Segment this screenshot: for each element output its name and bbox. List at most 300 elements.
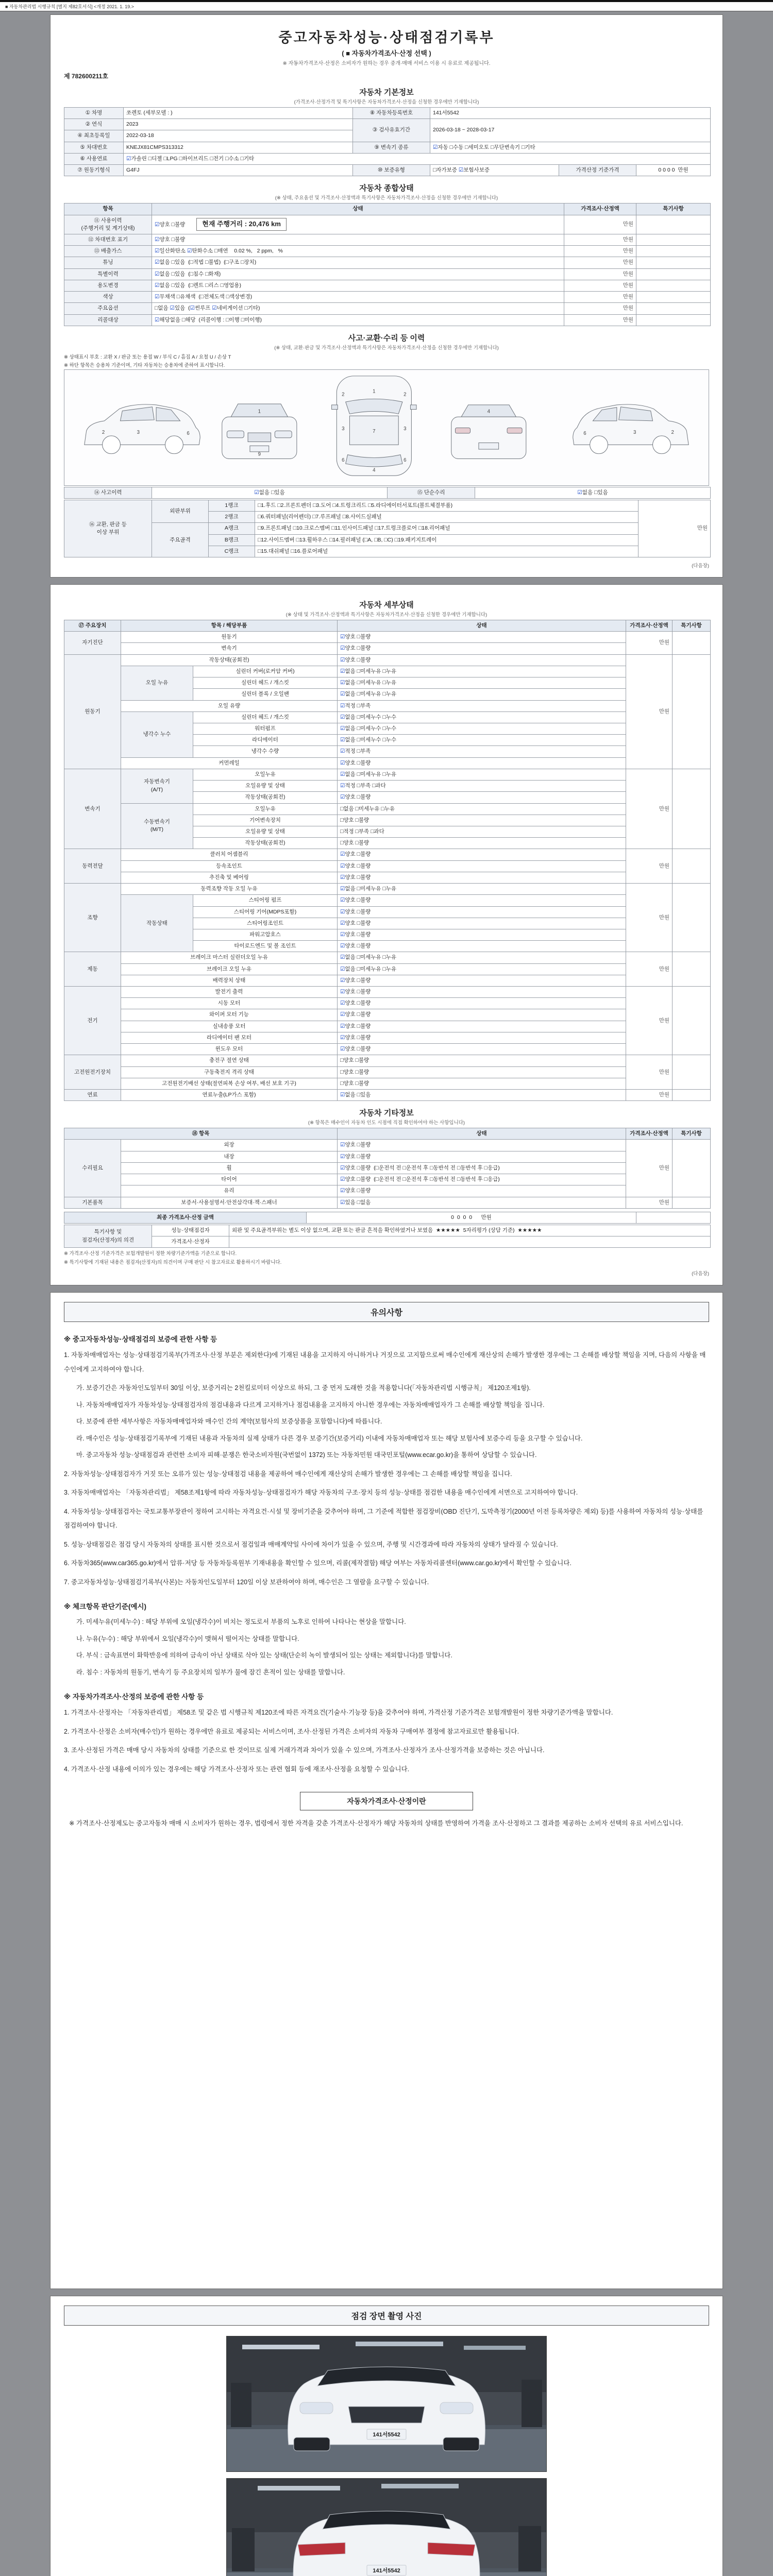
simple-repair-status: ☑없음 □있음 [475, 487, 711, 498]
field-value [636, 268, 711, 280]
field-value: ☑있음 □없음 [338, 1197, 626, 1208]
field-value: 만원 [626, 769, 673, 849]
field-value: 만원 [626, 849, 673, 884]
field-value [636, 257, 711, 268]
section-title-detail: 자동차 세부상태 [359, 601, 414, 610]
field-value [636, 246, 711, 257]
car-diagram-side-left [85, 404, 200, 454]
field-value [636, 303, 711, 314]
field-value: ☑양호 □불량 [338, 1044, 626, 1055]
field-value: ☑없음 □미세누유 □누유 [338, 952, 626, 963]
field-value: 만원 [564, 314, 636, 326]
field-value: 실내송풍 모터 [121, 1021, 338, 1032]
field-label: ⑩ 보증유형 [353, 165, 430, 176]
other-info-table [64, 1128, 709, 1209]
field-value: 워터펌프 [193, 723, 338, 735]
field-value [673, 987, 711, 1055]
footnote-2: ※ 특기사항에 기재된 내용은 점검자(산정자)의 의견이며 구매 판단 시 참고자료로 활용하시기 바랍니다. [64, 1260, 282, 1266]
field-value: 라디에이터 팬 모터 [121, 1032, 338, 1043]
field-label: 주요옵션 [64, 303, 152, 314]
warranty-type: □자가보증 ☑보험사보증 [430, 165, 559, 176]
field-value [673, 884, 711, 952]
field-value: 오일유량 및 상태 [193, 826, 338, 837]
inspector-remarks: 외판 및 주요골격부위는 별도 이상 없으며, 교환 또는 판금 흔적을 확인하였거나 보였음 ★★★★★ 5자리평가 (상담 기준) ★★★★★ [229, 1225, 711, 1236]
field-label: 가격조사·산정액 [626, 620, 673, 632]
field-value: ☑적정 □부족 [338, 700, 626, 711]
field-value: □양호 □불량 [338, 815, 626, 826]
group-powertrain: 동력전달 [64, 849, 121, 884]
field-value: ☑양호 □불량 [338, 792, 626, 803]
final-price-label: 최종 가격조사·산정 금액 [64, 1212, 307, 1223]
field-value: ☑없음 □미세누수 □누수 [338, 723, 626, 735]
field-label: 리콜대상 [64, 314, 152, 326]
field-value: 만원 [564, 246, 636, 257]
field-value: 오일 유량 [121, 700, 338, 711]
field-label: 튜닝 [64, 257, 152, 268]
field-value: ☑양호 □불량 [152, 234, 564, 245]
footnote-1: ※ 가격조사·산정 기준가격은 보험개발원이 정한 차량기준가액을 기준으로 합니다. [64, 1251, 237, 1257]
field-label: 가격산정 기준가격 [559, 165, 636, 176]
document-title: 중고자동차성능·상태점검기록부 [278, 30, 495, 45]
notice-item: 3. 조사·산정된 가격은 매매 당시 자동차의 상태를 기준으로 한 것이므로 실제 거래가격과 차이가 있을 수 있으며, 가격조사·산정자가 조사·산정가격을 보증하는 것은 아닙니다. [64, 1747, 545, 1754]
field-value: 내장 [121, 1151, 338, 1162]
group-self-diagnosis: 자기진단 [64, 632, 121, 654]
field-value: 충전구 절연 상태 [121, 1055, 338, 1066]
front-license-plate: 141서5542 [373, 2432, 400, 2438]
field-value: ☑없음 □미세누유 □누유 [338, 963, 626, 975]
car-damage-diagram [64, 369, 709, 486]
field-value: 냉각수 수량 [193, 746, 338, 757]
field-value: 만원 [626, 654, 673, 769]
basic-info-table [64, 107, 709, 176]
field-label: 자동변속기 (A/T) [121, 769, 193, 803]
detail-condition-table [64, 620, 709, 1101]
field-value: 배력장치 상태 [121, 975, 338, 986]
notice-item: 6. 자동차365(www.car365.go.kr)에서 압류·저당 등 자동차등록원부 기재내용을 확인할 수 있으며, 리콜(제작결함) 해당 여부는 자동차리콜센터(www.car.go.kr)에서 확인할 수 있습니다. [64, 1560, 572, 1567]
field-value: 실린더 헤드 / 개스킷 [193, 711, 338, 723]
field-value: 클러치 어셈블리 [121, 849, 338, 860]
field-value: 만원 [638, 500, 711, 557]
field-value: □6.쿼터패널(리어펜더) □7.루프패널 □8.사이드실패널 [255, 512, 638, 523]
field-value: ☑양호 □불량 [338, 654, 626, 666]
field-value [673, 632, 711, 654]
field-label: ⑪ 사용이력 (주행거리 및 계기상태) [64, 215, 152, 234]
diagram-part-number: 3 [404, 426, 407, 432]
car-diagram-side-right [573, 404, 688, 454]
field-label: 가격조사·산정액 [626, 1128, 673, 1140]
group-high-voltage: 고전원전기장치 [64, 1055, 121, 1090]
field-value: 브레이크 오일 누유 [121, 963, 338, 975]
final-price-value: 0 0 0 0 만원 [307, 1212, 636, 1223]
field-value: 작동상태(공회전) [193, 838, 338, 849]
field-value: 만원 [626, 952, 673, 987]
field-value [673, 769, 711, 849]
field-label: 상태 [152, 204, 564, 215]
panel-photos [50, 2296, 723, 2576]
notice-item: 7. 중고자동차성능·상태점검기록부(사본)는 자동차인도일부터 120일 이상 보관하여야 하며, 매수인은 그 열람을 요구할 수 있습니다. [64, 1578, 429, 1586]
field-label: ⑤ 차대번호 [64, 142, 124, 153]
diagram-part-number: 2 [102, 429, 105, 435]
field-label: 상태 [338, 620, 626, 632]
notice-subitem: 라. 침수 : 자동차의 원동기, 변속기 등 주요장치의 일부가 물에 잠긴 흔적이 있는 상태를 말합니다. [76, 1668, 345, 1676]
field-value: ☑해당없음 □해당 (리콜이행 : □이행 □미이행) [152, 314, 564, 326]
base-price: 0 0 0 0 만원 [636, 165, 711, 176]
field-value: ☑양호 □불량 [338, 757, 626, 769]
diagram-part-number: 2 [342, 392, 345, 398]
notice-box-paragraph: ※ 가격조사·산정제도는 중고자동차 매매 시 소비자가 원하는 경우, 법령에서 정한 자격을 갖춘 가격조사·산정자가 해당 자동차의 상태를 반영하여 가격을 조사·산정하고 그 결과를 제공하는 소비자 선택의 유료 서비스입니다. [69, 1820, 683, 1827]
field-label: 1랭크 [209, 500, 255, 511]
field-value: 실린더 헤드 / 개스킷 [193, 677, 338, 689]
field-value: ☑없음 □미세누유 □누유 [338, 769, 626, 780]
group-electrical: 전기 [64, 987, 121, 1055]
field-value [636, 215, 711, 234]
car-diagram-svg [77, 373, 696, 480]
field-label: ① 차명 [64, 108, 124, 119]
panel-page-2 [50, 584, 723, 1285]
field-value: ☑없음 □있음 (□적법 □불법) (□구조 □장치) [152, 257, 564, 268]
group-steering: 조향 [64, 884, 121, 952]
field-value: ☑없음 □미세누유 □누유 [338, 689, 626, 700]
field-value: ☑무채색 □유채색 (□전체도색 □색상변경) [152, 292, 564, 303]
diagram-part-number: 2 [671, 429, 674, 435]
field-label: A랭크 [209, 523, 255, 534]
field-value: □없음 □미세누유 □누유 [338, 803, 626, 815]
inspection-photo-front [226, 2336, 547, 2472]
field-value: 외장 [121, 1140, 338, 1151]
field-value: 가격조사·산정자 [152, 1236, 229, 1248]
field-value: 시동 모터 [121, 998, 338, 1009]
section-title-other: 자동차 기타정보 [359, 1109, 414, 1118]
field-value: ☑양호 □불량 [338, 918, 626, 929]
field-value [636, 314, 711, 326]
field-value: ☑양호 □불량 [338, 998, 626, 1009]
field-label: ⑱ 항목 [64, 1128, 338, 1140]
document-number: 제 782600211호 [64, 73, 108, 80]
section-title-accident: 사고·교환·수리 등 이력 [348, 333, 425, 343]
field-label: ⑧ 자동차등록번호 [353, 108, 430, 119]
section-title-overall: 자동차 종합상태 [359, 184, 414, 193]
field-value: 커먼레일 [121, 757, 338, 769]
field-value: 오일누유 [193, 769, 338, 780]
field-label: 작동상태 [121, 895, 193, 952]
field-value: ☑없음 □미세누수 □누수 [338, 735, 626, 746]
notice-heading: ※ 자동차가격조사·산정의 보증에 관한 사항 등 [64, 1693, 204, 1701]
field-value: ☑양호 □불량 [338, 941, 626, 952]
diagram-part-number: 6 [404, 457, 407, 463]
field-label: 가격조사·산정액 [564, 204, 636, 215]
field-value [636, 280, 711, 291]
field-label: ④ 최초등록일 [64, 130, 124, 142]
section-note-other: (※ 항목은 매수인이 자동차 인도 시점에 직접 확인하여야 하는 사항입니다) [308, 1120, 465, 1126]
notice-heading: ※ 체크항목 판단기준(예시) [64, 1603, 147, 1611]
notice-item: 2. 가격조사·산정은 소비자(매수인)가 원하는 경우에만 유료로 제공되는 서비스이며, 조사·산정된 가격은 소비자의 자동차 구매여부 결정에 참고자료로만 활용됩니다. [64, 1727, 519, 1735]
notice-item: 1. 가격조사·산정자는 「자동차관리법」 제58조 및 같은 법 시행규칙 제120조에 따른 자격요건(기술사·기능장 등)을 갖추어야 하며, 가격산정 기준가격은 보험개발원이 정한 차량기준가액을 말합니다. [64, 1709, 613, 1717]
field-label: C랭크 [209, 546, 255, 557]
field-label: 특기사항 [636, 204, 711, 215]
field-value: 유리 [121, 1185, 338, 1197]
field-label: 주요골격 [152, 523, 209, 557]
field-value: 발전기 출력 [121, 987, 338, 998]
panel-page-1 [50, 14, 723, 578]
field-value: 추진축 및 베어링 [121, 872, 338, 883]
notice-item: 2. 자동차성능·상태점검자가 거짓 또는 오류가 있는 성능·상태점검 내용을 제공하여 매수인에게 재산상의 손해가 발생한 경우에는 그 손해를 배상할 책임을 집니다. [64, 1470, 512, 1478]
field-value: ☑없음 □미세누유 □누유 [338, 666, 626, 677]
field-value: 구동축전지 격리 상태 [121, 1066, 338, 1078]
field-value: ☑양호 □불량 [338, 1009, 626, 1021]
current-mileage: 현재 주행거리 : 20,476 km [196, 218, 287, 231]
field-value: 보증서·사용설명서·안전삼각대·잭·스패너 [121, 1197, 338, 1208]
field-value: 스티어링 펌프 [193, 895, 338, 906]
field-label: ⑥ 사용연료 [64, 153, 124, 164]
field-value: ☑양호 □불량 [338, 1151, 626, 1162]
group-engine: 원동기 [64, 654, 121, 769]
field-value: □15.대쉬패널 □16.플로어패널 [255, 546, 638, 557]
field-value: ☑양호 □불량 [338, 895, 626, 906]
field-value: 스티어링조인트 [193, 918, 338, 929]
field-value: 만원 [626, 632, 673, 654]
section-title-basic-info: 자동차 기본정보 [359, 88, 414, 97]
group-fuel: 연료 [64, 1090, 121, 1101]
field-value: 기어변속장치 [193, 815, 338, 826]
field-value: 스티어링 기어(MDPS포함) [193, 906, 338, 918]
field-value: ☑양호 □불량 [338, 849, 626, 860]
field-value [673, 849, 711, 884]
field-value: ☑양호 □불량 (□운전석 전 □운전석 후 □동반석 전 □동반석 후 □응급) [338, 1174, 626, 1185]
field-label: 항목 [64, 204, 152, 215]
diagram-part-number: 2 [404, 392, 407, 398]
model-year: 2023 [124, 119, 353, 130]
group-repair-needed: 수리필요 [64, 1140, 121, 1197]
field-value: ☑없음 □미세누유 □누유 [338, 677, 626, 689]
field-label: B랭크 [209, 534, 255, 546]
field-value: 만원 [564, 303, 636, 314]
section-note-detail: (※ 상태 및 가격조사·산정액과 특기사항은 자동차가격조사·산정을 신청한 경우에만 기재합니다) [285, 612, 488, 618]
field-value: 작동상태(공회전) [193, 792, 338, 803]
field-value: 타이어 [121, 1174, 338, 1185]
notice-subitem: 다. 보증에 관한 세부사항은 자동차매매업자와 매수인 간의 계약(보험사의 보증상품을 포함합니다)에 따릅니다. [76, 1418, 382, 1426]
field-value: 작동상태(공회전) [121, 654, 338, 666]
field-value: 윈도우 모터 [121, 1044, 338, 1055]
field-value: □12.사이드멤버 □13.휠하우스 □14.필러패널 (□A, □B, □C) □19.패키지트레이 [255, 534, 638, 546]
field-value [673, 1055, 711, 1090]
field-label: ⑬ 배출가스 [64, 246, 152, 257]
field-value: ☑양호 □불량 [338, 632, 626, 643]
field-value: ☑없음 □미세누유 □누유 [338, 884, 626, 895]
inspection-photo-rear [226, 2478, 547, 2576]
field-value: ☑없음 □있음 [338, 1090, 626, 1101]
field-value: □적정 □부족 □과다 [338, 826, 626, 837]
exchange-panel-table [64, 500, 709, 557]
field-value [636, 292, 711, 303]
field-value: 만원 [564, 257, 636, 268]
field-value: 원동기 [121, 632, 338, 643]
field-value: □양호 □불량 [338, 1055, 626, 1066]
field-label: 항목 / 해당부품 [121, 620, 338, 632]
field-value: 만원 [626, 1090, 673, 1101]
group-brake: 제동 [64, 952, 121, 987]
field-value: 만원 [564, 234, 636, 245]
notice-subitem: 라. 매수인은 성능·상태점검기록부에 기재된 내용과 자동차의 실제 상태가 다른 경우 보증기간(보증거리) 이내에 자동차매매업자 또는 해당 보험사에 보증수리 등을 요구할 수 있습니다. [76, 1434, 583, 1442]
field-value: 변속기 [121, 643, 338, 654]
field-value: ☑양호 □불량 [338, 872, 626, 883]
field-value: ☑없음 □있음 (□침수 □화재) [152, 268, 564, 280]
field-label: 냉각수 누수 [121, 711, 193, 757]
field-value: 만원 [564, 292, 636, 303]
section-note-overall: (※ 상태, 주요옵션 및 가격조사·산정액과 특기사항은 자동차가격조사·산정을 신청한 경우에만 기재합니다) [275, 195, 498, 201]
notice-item: 1. 자동차매매업자는 성능·상태점검기록부(가격조사·산정 부분은 제외한다)에 기재된 내용을 고지하지 아니하거나 거짓으로 고지함으로써 매수인에게 재산상의 손해가 발생한 경우에는 그 손해를 배상할 책임을 지며, 다음의 사항을 매수인에게 고지하여야 합니다. [64, 1351, 706, 1373]
field-value: 등속조인트 [121, 860, 338, 872]
field-value: □없음 ☑있음 (☑썬루프 ☑네비게이션 □기타) [152, 303, 564, 314]
diagram-part-number: 3 [137, 429, 140, 435]
notices-title: 유의사항 [64, 1302, 709, 1322]
field-value [673, 1090, 711, 1101]
field-value: 만원 [626, 884, 673, 952]
field-value: ☑양호 □불량 [338, 975, 626, 986]
field-value [673, 952, 711, 987]
field-label: ② 연식 [64, 119, 124, 130]
field-label: ③ 검사유효기간 [353, 119, 430, 142]
field-value: ☑양호 □불량 [338, 1140, 626, 1151]
field-label: 수동변속기 (M/T) [121, 803, 193, 849]
field-label: 특기사항 [673, 1128, 711, 1140]
field-value: ☑없음 □있음 (□렌트 □리스 □영업용) [152, 280, 564, 291]
overall-condition-table [64, 203, 709, 326]
field-label: 상태 [338, 1128, 626, 1140]
field-value: ☑양호 □불량 [338, 987, 626, 998]
diagram-part-number: 6 [342, 457, 345, 463]
registration-number: 141서5542 [430, 108, 711, 119]
field-label: 특기사항 [673, 620, 711, 632]
field-value: 만원 [626, 1055, 673, 1090]
diagram-part-number: 9 [258, 451, 261, 457]
field-label: 특별이력 [64, 268, 152, 280]
notice-item: 4. 자동차성능·상태점검자는 국토교통부장관이 정하여 고시하는 자격요건·시설 및 장비기준을 갖추어야 하며, 그 기준에 적합한 점검장비(OBD 진단기, 도막측정기(2000년 이전 등록차량은 제외) 등)를 사용하여 자동차의 성능·상태를 점검하여야 합니다. [64, 1507, 703, 1530]
field-value: □양호 □불량 [338, 1066, 626, 1078]
inspection-valid-period: 2026-03-18 ~ 2028-03-17 [430, 119, 711, 142]
field-value: 만원 [564, 268, 636, 280]
diagram-part-number: 1 [258, 409, 261, 415]
field-value: 오일누유 [193, 803, 338, 815]
field-label: ⑦ 원동기형식 [64, 165, 124, 176]
field-label: ⑮ 단순수리 [388, 487, 475, 498]
field-value [673, 1140, 711, 1197]
first-registration-date: 2022-03-18 [124, 130, 353, 142]
final-price-table [64, 1212, 709, 1224]
notices-body [64, 1333, 709, 1830]
field-label: ⑰ 주요장치 [64, 620, 121, 632]
field-value: ☑없음 □미세누수 □누수 [338, 711, 626, 723]
photos-title: 점검 장면 촬영 사진 [64, 2306, 709, 2326]
field-value: ☑적정 □부족 [338, 746, 626, 757]
field-label: 오일 누유 [121, 666, 193, 700]
field-label: 용도변경 [64, 280, 152, 291]
field-value: 만원 [626, 1197, 673, 1208]
diagram-basis-legend: ※ 하단 항목은 승용차 기준이며, 기타 자동차는 승용차에 준하여 표시합니다. [64, 362, 225, 368]
fuel-type: ☑가솔린 □디젤 □LPG □하이브리드 □전기 □수소 □기타 [124, 153, 711, 164]
notice-subitem: 나. 누유(누수) : 해당 부위에서 오일(냉각수)이 맺혀서 떨어지는 상태를 말합니다. [76, 1635, 299, 1642]
field-value: □양호 □불량 [338, 1078, 626, 1089]
field-value: 고전원전기배선 상태(절연피복 손상 여부, 배선 보호 기구) [121, 1078, 338, 1089]
section-note-accident: (※ 상태, 교환·판금 및 가격조사·산정액과 특기사항은 자동차가격조사·산정을 신청한 경우에만 기재합니다) [274, 345, 499, 351]
notice-box-title: 자동차가격조사·산정이란 [300, 1792, 473, 1810]
notice-item: 5. 성능·상태점검은 점검 당시 자동차의 상태를 표시한 것으로서 점검일과 매매계약일 사이에 차이가 있을 수 있으며, 주행 및 시간경과에 따라 자동차의 상태가 달라질 수 있습니다. [64, 1540, 558, 1548]
field-value [636, 234, 711, 245]
diagram-part-number: 7 [373, 428, 376, 434]
notice-subitem: 마. 중고자동차 성능·상태점검과 관련한 소비자 피해·분쟁은 한국소비자원(국번없이 1372) 또는 자동차민원 대국민포털(www.ecar.go.kr)을 통하여 상담할 수 있습니다. [76, 1451, 537, 1459]
diagram-part-number: 6 [583, 430, 586, 436]
panel-notices [50, 1292, 723, 2289]
field-value: ☑양호 □불량 [338, 643, 626, 654]
notice-item: 3. 자동차매매업자는 「자동차관리법」 제58조제1항에 따라 자동차성능·상태점검자가 해당 자동차의 구조·장치 등의 성능·상태를 점검한 내용을 매수인에게 서면으로 고지하여야 합니다. [64, 1489, 578, 1497]
field-value: ☑양호 □불량 [338, 860, 626, 872]
emission-values: ☑일산화탄소 ☑탄화수소 □매연 0.02 %, 2 ppm, % [152, 246, 564, 257]
field-label: ⑨ 변속기 종류 [353, 142, 430, 153]
diagram-part-number: 3 [633, 429, 636, 435]
field-value: 휠 [121, 1162, 338, 1174]
field-value: 만원 [564, 280, 636, 291]
field-value: 타이로드엔드 및 볼 조인트 [193, 941, 338, 952]
document-subnote: ※ 자동차가격조사·산정은 소비자가 원하는 경우 중개·매매 서비스 이용 시 유료로 제공됩니다. [282, 61, 491, 66]
accident-history-table [64, 487, 709, 499]
diagram-part-number: 3 [342, 426, 345, 432]
remarks-label: 특기사항 및 점검자(산정자)의 의견 [64, 1225, 152, 1247]
next-page-label: (다음장) [692, 563, 709, 569]
field-label: 2랭크 [209, 512, 255, 523]
field-value [636, 1212, 711, 1223]
field-value [673, 654, 711, 769]
field-value [673, 1197, 711, 1208]
field-value: 만원 [564, 215, 636, 234]
group-basic-items: 기본품목 [64, 1197, 121, 1208]
field-label: 색상 [64, 292, 152, 303]
transmission-type: ☑자동 □수동 □세미오토 □무단변속기 □기타 [430, 142, 711, 153]
field-value: 파워고압호스 [193, 929, 338, 940]
field-value: ☑양호 □불량 [338, 1185, 626, 1197]
field-value: 만원 [626, 987, 673, 1055]
section-note-basic-info: (가격조사·산정가격 및 특기사항은 자동차가격조사·산정을 신청한 경우에만 기재합니다) [294, 99, 479, 105]
field-value: ☑양호 □불량 [338, 1032, 626, 1043]
field-label: ⑭ 사고이력 [64, 487, 152, 498]
field-value: ☑적정 □부족 □과다 [338, 781, 626, 792]
form-top-note: ■ 자동차관리법 시행규칙 [별지 제82호서식] <개정 2021. 1. 19.> [0, 0, 773, 11]
field-value: 실린더 블록 / 오일팬 [193, 689, 338, 700]
field-value: □9.프론트패널 □10.크로스멤버 □11.인사이드패널 □17.트렁크플로어 □18.리어패널 [255, 523, 638, 534]
exchange-panel-label: ⑯ 교환, 판금 등 이상 부위 [64, 500, 152, 557]
diagram-part-number: 6 [187, 430, 190, 436]
rear-license-plate: 141서5542 [373, 2568, 400, 2574]
field-value: □양호 □불량 [338, 838, 626, 849]
accident-history-status: ☑없음 □있음 [152, 487, 388, 498]
field-value: 동력조향 작동 오일 누유 [121, 884, 338, 895]
field-value: ☑양호 □불량 [338, 929, 626, 940]
diagram-part-number: 4 [487, 409, 490, 415]
field-value: ☑양호 □불량 [338, 1021, 626, 1032]
engine-type: G4FJ [124, 165, 353, 176]
notice-subitem: 다. 부식 : 금속표면이 화학반응에 의하여 금속이 아닌 상태로 삭아 있는 상태(단순히 녹이 발생되어 있는 상태는 제외합니다)를 말합니다. [76, 1652, 452, 1659]
notice-heading: ※ 중고자동차성능·상태점검의 보증에 관한 사항 등 [64, 1335, 217, 1344]
field-value: 라디에이터 [193, 735, 338, 746]
notice-subitem: 가. 미세누유(미세누수) : 해당 부위에 오일(냉각수)이 비치는 정도로서 부품의 노후로 인하여 나타나는 현상을 말합니다. [76, 1618, 406, 1626]
field-value: 실린더 커버(로커암 커버) [193, 666, 338, 677]
remarks-table [64, 1225, 709, 1248]
document-subtitle: ( ■ 자동차가격조사·산정 선택 ) [342, 49, 431, 57]
field-value: 와이퍼 모터 기능 [121, 1009, 338, 1021]
notice-subitem: 나. 자동차매매업자가 자동차성능·상태점검자의 점검내용과 다르게 고지하거나 점검내용을 고지하지 아니한 경우에는 자동차매매업자가 그 손해를 배상할 책임을 집니다. [76, 1401, 545, 1409]
field-value: ☑양호 □불량 (□운전석 전 □운전석 후 □동반석 전 □동반석 후 □응급) [338, 1162, 626, 1174]
field-value: ☑양호 □불량 [338, 906, 626, 918]
notice-item: 4. 가격조사·산정 내용에 이의가 있는 경우에는 해당 가격조사·산정자 또는 관련 협회 등에 재조사·산정을 요청할 수 있습니다. [64, 1765, 410, 1773]
appraiser-remarks [229, 1236, 711, 1248]
